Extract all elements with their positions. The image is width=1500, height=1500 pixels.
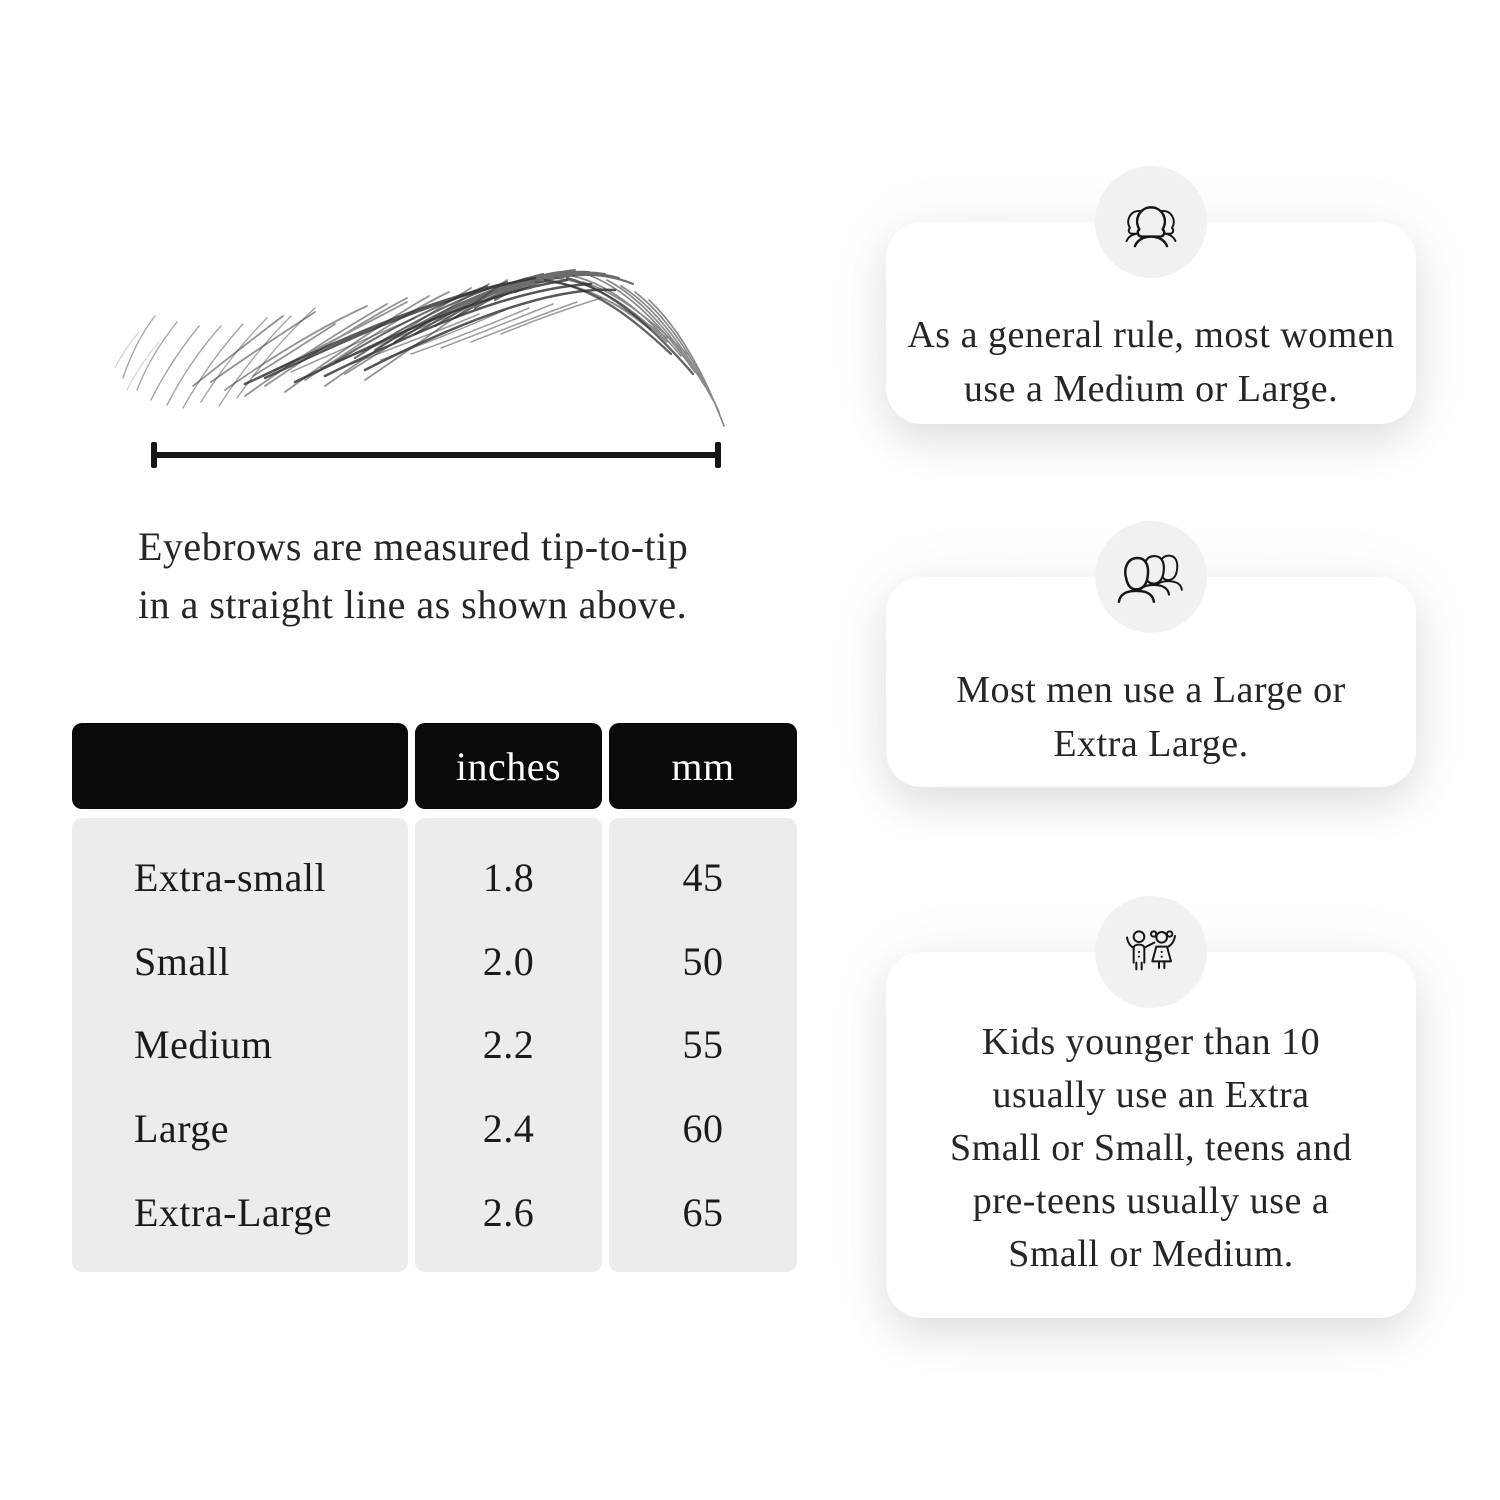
inches-cell: 1.8: [482, 855, 535, 901]
card-text-line: Extra Large.: [1053, 723, 1249, 765]
size-cell: Small: [134, 938, 230, 984]
card-text-line: Small or Medium.: [1008, 1233, 1294, 1275]
men-group-icon: [1095, 521, 1207, 633]
card-text-line: pre-teens usually use a: [972, 1180, 1330, 1222]
size-cell: Extra-Large: [134, 1189, 332, 1235]
size-cell: Medium: [134, 1022, 273, 1068]
measurement-line-right-tick: [715, 442, 721, 468]
measurement-caption-line-1: Eyebrows are measured tip-to-tip: [138, 524, 689, 569]
inches-cell: 2.0: [482, 938, 535, 984]
card-text-line: Kids younger than 10: [981, 1021, 1321, 1063]
table-column-mm: [609, 818, 797, 1272]
mm-cell: 65: [682, 1189, 724, 1235]
women-group-icon: [1095, 166, 1207, 278]
table-column-sizes: [72, 818, 408, 1272]
card-text-line: As a general rule, most women: [907, 314, 1395, 356]
inches-cell: 2.2: [482, 1022, 535, 1068]
mm-cell: 55: [682, 1022, 724, 1068]
kids-icon: [1095, 896, 1207, 1008]
table-header-inches: inches: [415, 723, 602, 809]
card-text-line: Small or Small, teens and: [950, 1127, 1352, 1169]
table-column-inches: [415, 818, 602, 1272]
measurement-caption: [138, 518, 688, 634]
info-card-kids: [886, 952, 1416, 1318]
inches-cell: 2.6: [482, 1189, 535, 1235]
card-text-line: use a Medium or Large.: [963, 368, 1339, 410]
eyebrow-sketch-illustration: [115, 250, 730, 440]
measurement-line: [151, 442, 721, 468]
mm-cell: 45: [682, 855, 724, 901]
mm-cell: 50: [682, 938, 724, 984]
inches-cell: 2.4: [482, 1106, 535, 1152]
measurement-caption-line-2: in a straight line as shown above.: [138, 582, 688, 627]
mm-cell: 60: [682, 1106, 724, 1152]
card-text-line: Most men use a Large or: [956, 669, 1346, 711]
card-text-line: usually use an Extra: [992, 1074, 1310, 1116]
table-header-size: [72, 723, 408, 809]
info-card-men: [886, 577, 1416, 787]
info-card-women: [886, 222, 1416, 424]
size-table: [72, 723, 797, 1272]
measurement-line-bar: [153, 452, 719, 458]
table-header-mm: mm: [609, 723, 797, 809]
size-cell: Large: [134, 1106, 230, 1152]
size-cell: Extra-small: [134, 855, 327, 901]
